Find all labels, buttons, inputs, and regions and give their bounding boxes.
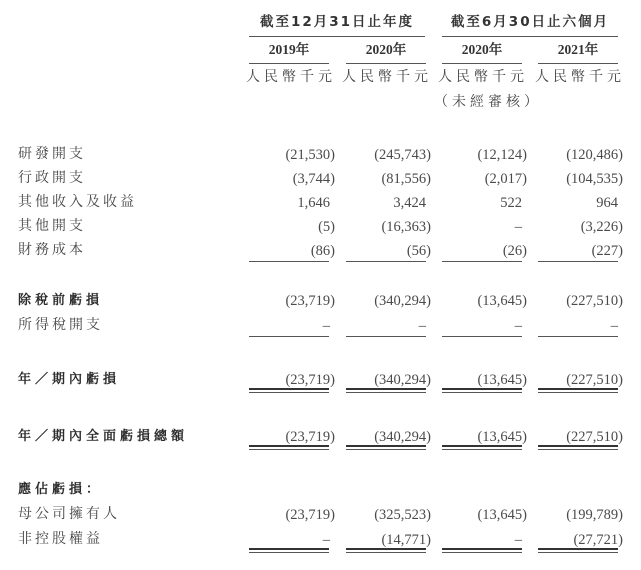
cell-value: (340,294) [374,372,431,388]
row-label-loss-for-period: 年／期內虧損 [18,372,121,387]
header-group-underline [442,36,618,37]
cell-value: (23,719) [285,293,335,309]
row-label-admin-expenses: 行政開支 [18,171,86,186]
cell-value: (27,721) [573,532,623,548]
column-year: 2021年 [557,42,599,57]
cell-value: (13,645) [477,429,527,445]
year-underline [538,63,618,64]
cell-value: (325,523) [374,507,431,523]
cell-value: (23,719) [285,507,335,523]
subtotal-underline [442,336,522,337]
subtotal-underline [538,261,618,262]
total-double-underline [442,445,522,450]
total-double-underline [346,548,426,553]
subtotal-underline [249,261,329,262]
row-label-owners-of-parent: 母公司擁有人 [18,507,120,522]
total-double-underline [538,388,618,393]
cell-value: (14,771) [381,532,431,548]
column-unit: 人民幣千元 [438,70,528,85]
cell-value: 3,424 [393,195,426,211]
year-underline [442,63,522,64]
cell-value: 1,646 [297,195,330,211]
total-double-underline [249,548,329,553]
header-group-underline [249,36,425,37]
cell-value: (120,486) [566,147,623,163]
cell-value: (13,645) [477,507,527,523]
total-double-underline [442,388,522,393]
row-label-non-controlling: 非控股權益 [18,532,103,547]
subtotal-underline [346,336,426,337]
subtotal-underline [346,261,426,262]
cell-value: (13,645) [477,372,527,388]
column-year: 2020年 [365,42,407,57]
column-year: 2019年 [268,42,310,57]
row-label-other-expenses: 其他開支 [18,219,86,234]
cell-value: (81,556) [381,171,431,187]
cell-value: (3,744) [292,171,335,187]
cell-value: (86) [310,243,335,259]
cell-value: (21,530) [285,147,335,163]
year-underline [249,63,329,64]
total-double-underline [346,388,426,393]
cell-value: – [610,318,618,334]
total-double-underline [346,445,426,450]
row-label-other-income: 其他收入及收益 [18,195,137,210]
cell-value: (12,124) [477,147,527,163]
cell-value: (56) [406,243,431,259]
cell-value: (3,226) [580,219,623,235]
cell-value: (199,789) [566,507,623,523]
subtotal-underline [249,336,329,337]
cell-value: (23,719) [285,429,335,445]
total-double-underline [538,445,618,450]
total-double-underline [249,445,329,450]
cell-value: (340,294) [374,429,431,445]
column-unit: 人民幣千元 [342,70,432,85]
cell-value: 522 [500,195,522,211]
cell-value: (227,510) [566,372,623,388]
cell-value: (227) [591,243,623,259]
cell-value: (5) [318,219,335,235]
total-double-underline [442,548,522,553]
column-unit: 人民幣千元 [535,70,625,85]
subtotal-underline [538,336,618,337]
year-underline [346,63,426,64]
total-double-underline [538,548,618,553]
cell-value: (2,017) [484,171,527,187]
row-label-finance-costs: 財務成本 [18,243,86,258]
row-label-income-tax: 所得稅開支 [18,318,103,333]
cell-value: – [322,532,330,548]
cell-value: (340,294) [374,293,431,309]
cell-value: (16,363) [381,219,431,235]
column-year: 2020年 [461,42,503,57]
column-unit: 人民幣千元 [246,70,336,85]
cell-value: 964 [596,195,618,211]
cell-value: (23,719) [285,372,335,388]
cell-value: (13,645) [477,293,527,309]
cell-value: – [322,318,330,334]
row-label-loss-before-tax: 除稅前虧損 [18,293,104,308]
cell-value: (26) [502,243,527,259]
unaudited-note: （未經審核） [434,95,542,110]
subtotal-underline [442,261,522,262]
total-double-underline [249,388,329,393]
cell-value: (245,743) [374,147,431,163]
row-label-rnd-expenses: 研發開支 [18,147,86,162]
cell-value: – [418,318,426,334]
header-group-year-ended: 截至12月31日止年度 [259,14,415,30]
cell-value: – [514,318,522,334]
cell-value: (227,510) [566,429,623,445]
cell-value: (227,510) [566,293,623,309]
cell-value: (104,535) [566,171,623,187]
row-label-loss-attributable: 應佔虧損： [18,482,104,497]
row-label-total-comprehensive-loss: 年／期內全面虧損總額 [18,429,189,444]
cell-value: – [514,219,522,235]
header-group-six-months: 截至6月30日止六個月 [450,14,610,30]
cell-value: – [514,532,522,548]
